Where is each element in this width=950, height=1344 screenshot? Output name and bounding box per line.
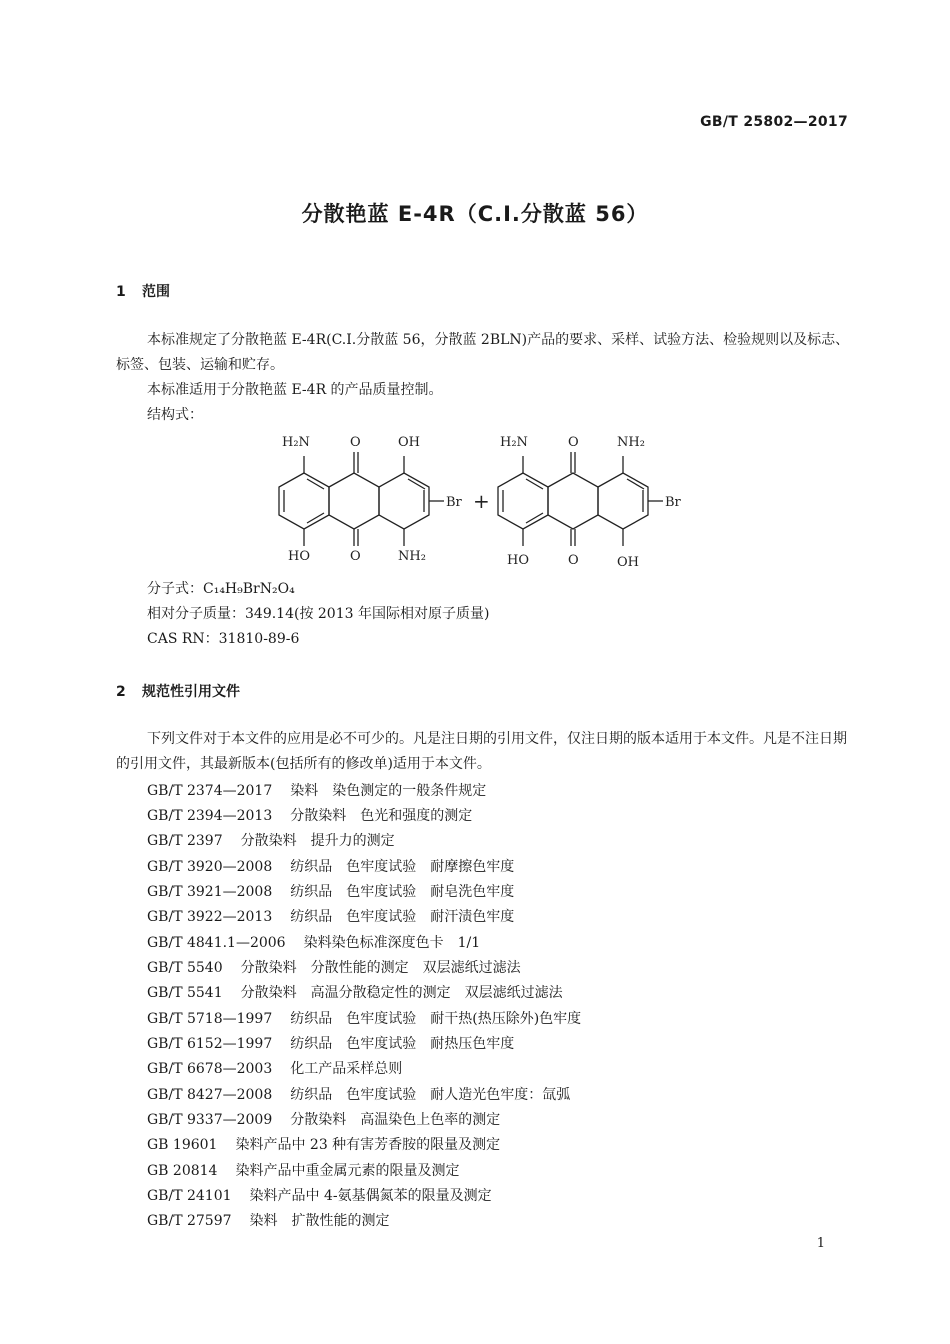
structure-label: 结构式： (147, 407, 203, 423)
ref-title: 纺织品 色牢度试验 耐皂洗色牢度 (290, 884, 515, 900)
ref-code: GB/T 2397 (147, 833, 223, 849)
molecular-mass: 相对分子质量：349.14(按 2013 年国际相对原子质量) (147, 606, 490, 622)
ref-title: 染料 染色测定的一般条件规定 (290, 783, 487, 799)
mol2-bot-right: OH (617, 555, 639, 570)
section-1-heading (116, 281, 170, 301)
ref-title: 纺织品 色牢度试验 耐摩擦色牢度 (290, 859, 515, 875)
formula-value: C₁₄H₉BrN₂O₄ (203, 581, 295, 597)
reference-item (147, 932, 480, 952)
formula-label: 分子式： (147, 581, 203, 597)
ref-code: GB/T 4841.1—2006 (147, 935, 286, 951)
mol1-top-mid: O (350, 435, 361, 450)
ref-title: 纺织品 色牢度试验 耐干热(热压除外)色牢度 (290, 1011, 582, 1027)
ref-title: 染料产品中重金属元素的限量及测定 (235, 1163, 460, 1179)
molecule-2-rings (498, 452, 663, 546)
plus-sign: + (473, 489, 490, 513)
reference-item (147, 1058, 402, 1078)
ref-code: GB/T 6152—1997 (147, 1036, 273, 1052)
ref-title: 纺织品 色牢度试验 耐热压色牢度 (290, 1036, 515, 1052)
ref-code: GB/T 3922—2013 (147, 909, 273, 925)
scope-paragraph-1 (116, 328, 852, 378)
normative-intro (116, 727, 852, 777)
ref-code: GB/T 2374—2017 (147, 783, 273, 799)
document-title: 分散艳蓝 E-4R（C.I.分散蓝 56） (301, 202, 649, 226)
section-title: 规范性引用文件 (142, 684, 240, 700)
ref-code: GB/T 5541 (147, 985, 223, 1001)
reference-item (147, 881, 514, 901)
ref-code: GB 19601 (147, 1137, 218, 1153)
ref-code: GB/T 3921—2008 (147, 884, 273, 900)
mol1-bot-left: HO (288, 549, 310, 564)
reference-item (147, 1134, 500, 1154)
ref-code: GB/T 8427—2008 (147, 1087, 273, 1103)
ref-code: GB/T 27597 (147, 1213, 232, 1229)
structural-formula (270, 428, 700, 573)
reference-item (147, 856, 514, 876)
mol2-bot-mid: O (568, 553, 579, 568)
ref-code: GB/T 2394—2013 (147, 808, 273, 824)
reference-item (147, 1160, 459, 1180)
mol1-top-left: H₂N (282, 435, 310, 450)
ref-title: 化工产品采样总则 (290, 1061, 403, 1077)
reference-item (147, 780, 486, 800)
molecule-1-rings (279, 452, 444, 546)
mol2-top-mid: O (568, 435, 579, 450)
reference-item (147, 1109, 500, 1129)
ref-code: GB/T 5540 (147, 960, 223, 976)
molecular-formula (147, 578, 295, 600)
page-number: 1 (816, 1236, 825, 1251)
paragraph-text: 下列文件对于本文件的应用是必不可少的。凡是注日期的引用文件，仅注日期的版本适用于本文件。凡是不注日期的引用文件，其最新版本(包括所有的修改单)适用于本文件。 (116, 731, 847, 772)
reference-item (147, 1210, 390, 1230)
ref-title: 分散染料 提升力的测定 (240, 833, 395, 849)
ref-title: 分散染料 高温分散稳定性的测定 双层滤纸过滤法 (240, 985, 563, 1001)
mol1-bot-right: NH₂ (398, 549, 426, 564)
section-number: 2 (116, 684, 126, 700)
reference-item (147, 1084, 570, 1104)
ref-code: GB 20814 (147, 1163, 218, 1179)
ref-title: 纺织品 色牢度试验 耐人造光色牢度：氙弧 (290, 1087, 571, 1103)
ref-title: 染料产品中 4-氨基偶氮苯的限量及测定 (249, 1188, 492, 1204)
ref-title: 染料 扩散性能的测定 (249, 1213, 390, 1229)
section-title: 范围 (142, 284, 170, 300)
mol1-bot-mid: O (350, 549, 361, 564)
section-number: 1 (116, 284, 126, 300)
mol2-top-right: NH₂ (617, 435, 645, 450)
reference-item (147, 957, 521, 977)
section-2-heading (116, 681, 240, 701)
cas-number: CAS RN：31810-89-6 (147, 631, 300, 647)
ref-code: GB/T 3920—2008 (147, 859, 273, 875)
reference-item (147, 1008, 581, 1028)
reference-item (147, 1033, 514, 1053)
reference-item (147, 830, 395, 850)
ref-title: 分散染料 色光和强度的测定 (290, 808, 473, 824)
reference-item (147, 805, 472, 825)
paragraph-text: 本标准规定了分散艳蓝 E-4R(C.I.分散蓝 56，分散蓝 2BLN)产品的要求、采样、试验方法、检验规则以及标志、标签、包装、运输和贮存。 (116, 332, 850, 373)
mol2-substituent: Br (665, 495, 681, 510)
reference-item (147, 906, 514, 926)
mol2-top-left: H₂N (500, 435, 528, 450)
ref-code: GB/T 6678—2003 (147, 1061, 273, 1077)
ref-title: 分散染料 高温染色上色率的测定 (290, 1112, 501, 1128)
scope-paragraph-2: 本标准适用于分散艳蓝 E-4R 的产品质量控制。 (147, 382, 443, 398)
standard-number: GB/T 25802—2017 (700, 114, 848, 130)
reference-item (147, 1185, 492, 1205)
reference-item (147, 982, 563, 1002)
ref-title: 纺织品 色牢度试验 耐汗渍色牢度 (290, 909, 515, 925)
ref-title: 染料染色标准深度色卡 1/1 (303, 935, 481, 951)
ref-code: GB/T 9337—2009 (147, 1112, 273, 1128)
mol1-substituent: Br (446, 495, 462, 510)
mol1-top-right: OH (398, 435, 420, 450)
ref-code: GB/T 5718—1997 (147, 1011, 273, 1027)
mol2-bot-left: HO (507, 553, 529, 568)
ref-title: 分散染料 分散性能的测定 双层滤纸过滤法 (240, 960, 521, 976)
ref-code: GB/T 24101 (147, 1188, 232, 1204)
ref-title: 染料产品中 23 种有害芳香胺的限量及测定 (235, 1137, 501, 1153)
